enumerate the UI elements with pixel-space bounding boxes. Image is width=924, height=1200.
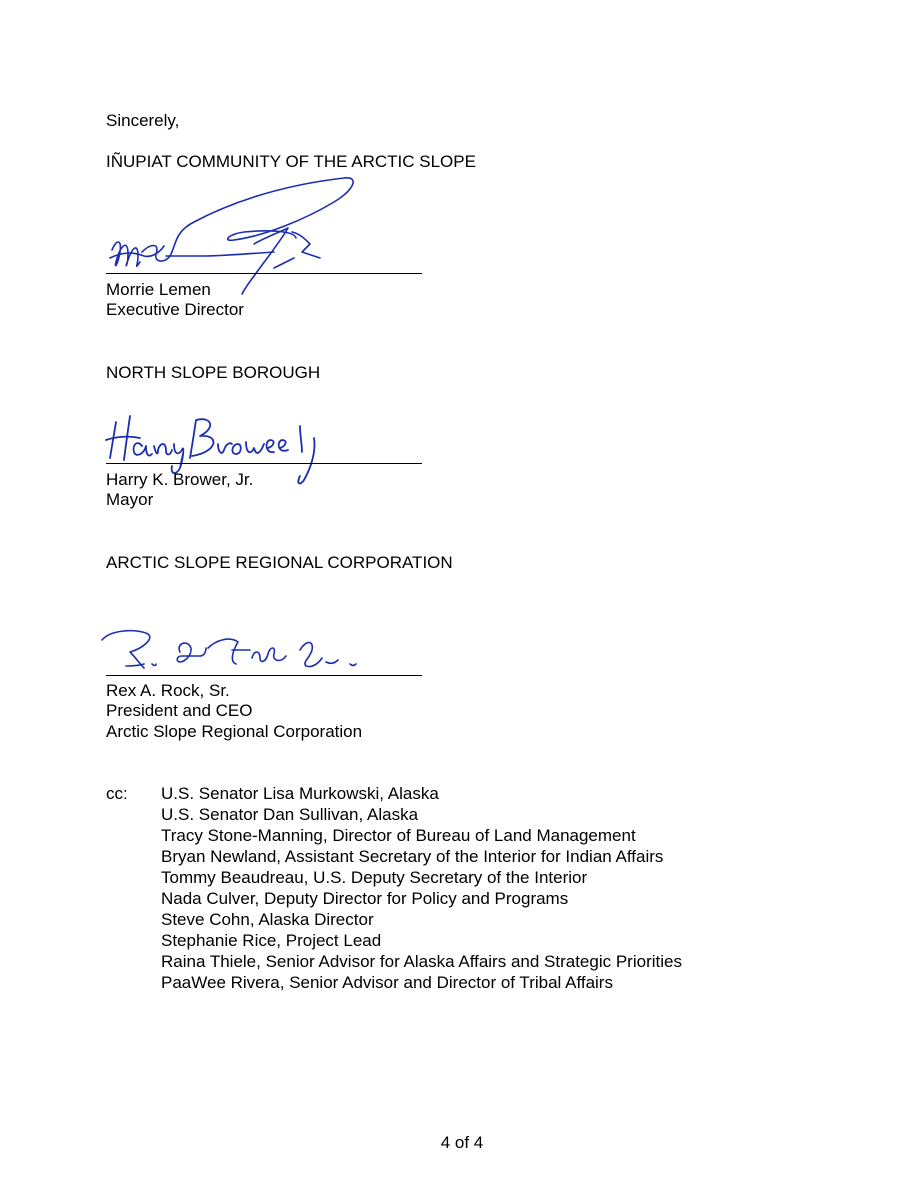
signatory-affiliation-3: Arctic Slope Regional Corporation — [106, 722, 363, 741]
cc-recipient: Bryan Newland, Assistant Secretary of the Interior for Indian Affairs — [161, 847, 664, 866]
signatory-title-1: Executive Director — [106, 300, 244, 319]
cc-recipient: Tommy Beaudreau, U.S. Deputy Secretary of the Interior — [161, 868, 588, 887]
signature-rex-rock — [100, 622, 370, 678]
cc-recipient-list — [161, 783, 682, 993]
cc-recipient: Steve Cohn, Alaska Director — [161, 910, 374, 929]
signatory-title-2: Mayor — [106, 490, 154, 509]
signatory-name-2: Harry K. Brower, Jr. — [106, 470, 254, 489]
signatory-organization-icas: IÑUPIAT COMMUNITY OF THE ARCTIC SLOPE — [106, 152, 476, 171]
cc-recipient: Nada Culver, Deputy Director for Policy and Programs — [161, 889, 569, 908]
cc-label: cc: — [106, 784, 128, 803]
cc-recipient: Stephanie Rice, Project Lead — [161, 931, 382, 950]
signatory-name-3: Rex A. Rock, Sr. — [106, 681, 230, 700]
cc-recipient: Tracy Stone-Manning, Director of Bureau of Land Management — [161, 826, 636, 845]
signature-line-3 — [106, 675, 422, 676]
cc-recipient: Raina Thiele, Senior Advisor for Alaska Affairs and Strategic Priorities — [161, 952, 682, 971]
closing-salutation: Sincerely, — [106, 111, 180, 130]
cc-recipient: PaaWee Rivera, Senior Advisor and Director of Tribal Affairs — [161, 973, 613, 992]
signatory-organization-asrc: ARCTIC SLOPE REGIONAL CORPORATION — [106, 553, 453, 572]
signatory-name-1: Morrie Lemen — [106, 280, 211, 299]
page-number: 4 of 4 — [440, 1133, 484, 1152]
cc-recipient: U.S. Senator Dan Sullivan, Alaska — [161, 805, 419, 824]
cc-recipient: U.S. Senator Lisa Murkowski, Alaska — [161, 784, 439, 803]
signatory-organization-nsb: NORTH SLOPE BOROUGH — [106, 363, 321, 382]
signature-line-2 — [106, 463, 422, 464]
signature-line-1 — [106, 273, 422, 274]
signatory-title-3: President and CEO — [106, 701, 253, 720]
